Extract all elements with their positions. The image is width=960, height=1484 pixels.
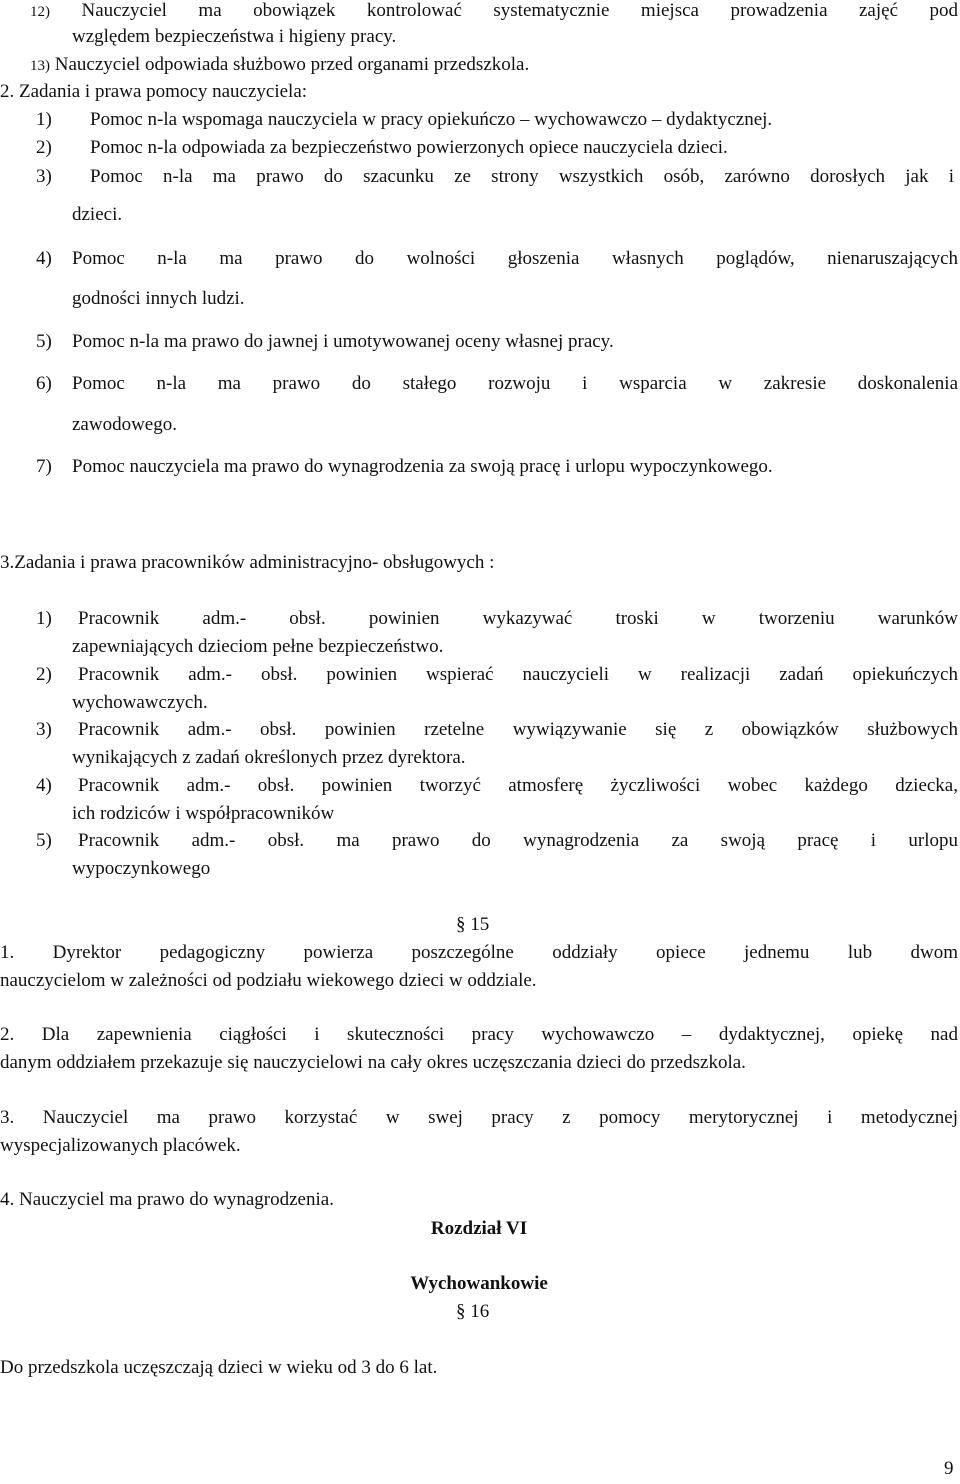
par15-p3-line-1: 3. Nauczyciel ma prawo korzystać w swej pracy z pomocy merytorycznej i metodycznej — [0, 1107, 958, 1128]
s3-item-3-line-2: wynikających z zadań określonych przez dyrektora. — [72, 747, 466, 768]
s3-item-1-line-2: zapewniających dzieciom pełne bezpieczeństwo. — [72, 636, 444, 657]
s3-item-1-line-1: 1) Pracownik adm.- obsł. powinien wykazywać troski w tworzeniu warunków — [36, 608, 958, 629]
chapter-subtitle: Wychowankowie — [410, 1273, 548, 1294]
s2-item-3-line-2: dzieci. — [72, 204, 123, 225]
s3-item-4-line-1: 4) Pracownik adm.- obsł. powinien tworzyć atmosferę życzliwości wobec każdego dziecka, — [36, 775, 958, 796]
item-12-line-2: względem bezpieczeństwa i higieny pracy. — [72, 26, 397, 47]
s3-item-5-line-1: 5) Pracownik adm.- obsł. ma prawo do wynagrodzenia za swoją pracę i urlopu — [36, 830, 958, 851]
chapter-text: Do przedszkola uczęszczają dzieci w wieku od 3 do 6 lat. — [0, 1357, 438, 1378]
paragraph-15-heading: § 15 — [456, 914, 490, 935]
s3-item-5-line-2: wypoczynkowego — [72, 858, 211, 879]
s2-item-1: 1) Pomoc n-la wspomaga nauczyciela w pracy opiekuńczo – wychowawczo – dydaktycznej. — [36, 109, 773, 130]
par15-p2-line-2: danym oddziałem przekazuje się nauczycielowi na cały okres uczęszczania dzieci do przedszkola. — [0, 1052, 746, 1073]
s2-item-2: 2) Pomoc n-la odpowiada za bezpieczeństwo powierzonych opiece nauczyciela dzieci. — [36, 137, 728, 158]
page-number: 9 — [944, 1458, 954, 1479]
par15-p4: 4. Nauczyciel ma prawo do wynagrodzenia. — [0, 1189, 334, 1210]
par15-p2-line-1: 2. Dla zapewnienia ciągłości i skuteczności pracy wychowawczo – dydaktycznej, opiekę nad — [0, 1024, 958, 1045]
s3-item-4-line-2: ich rodziców i współpracowników — [72, 803, 335, 824]
par15-p1-line-1: 1. Dyrektor pedagogiczny powierza poszczególne oddziały opiece jednemu lub dwom — [0, 942, 958, 963]
s2-item-5: 5) Pomoc n-la ma prawo do jawnej i umotywowanej oceny własnej pracy. — [36, 331, 614, 352]
item-12-line-1: 12) Nauczyciel ma obowiązek kontrolować systematycznie miejsca prowadzenia zajęć pod — [30, 0, 958, 21]
section-3-heading: 3.Zadania i prawa pracowników administracyjno- obsługowych : — [0, 552, 495, 573]
par15-p1-line-2: nauczycielom w zależności od podziału wiekowego dzieci w oddziale. — [0, 970, 537, 991]
par15-p3-line-2: wyspecjalizowanych placówek. — [0, 1135, 241, 1156]
s2-item-4-line-1: 4) Pomoc n-la ma prawo do wolności głoszenia własnych poglądów, nienaruszających — [36, 248, 958, 269]
s2-item-4-line-2: godności innych ludzi. — [72, 288, 245, 309]
paragraph-16-heading: § 16 — [456, 1301, 490, 1322]
s2-item-6-line-2: zawodowego. — [72, 414, 177, 435]
s2-item-6-line-1: 6) Pomoc n-la ma prawo do stałego rozwoju i wsparcia w zakresie doskonalenia — [36, 373, 958, 394]
s2-item-3-line-1: 3) Pomoc n-la ma prawo do szacunku ze strony wszystkich osób, zarówno dorosłych jak i — [36, 166, 954, 187]
s2-item-7: 7) Pomoc nauczyciela ma prawo do wynagrodzenia za swoją pracę i urlopu wypoczynkowego. — [36, 456, 773, 477]
item-13: 13) Nauczyciel odpowiada służbowo przed organami przedszkola. — [30, 54, 530, 75]
section-2-heading: 2. Zadania i prawa pomocy nauczyciela: — [0, 81, 308, 102]
s3-item-2-line-1: 2) Pracownik adm.- obsł. powinien wspierać nauczycieli w realizacji zadań opiekuńczych — [36, 664, 958, 685]
s3-item-3-line-1: 3) Pracownik adm.- obsł. powinien rzetelne wywiązywanie się z obowiązków służbowych — [36, 719, 958, 740]
s3-item-2-line-2: wychowawczych. — [72, 692, 208, 713]
chapter-title: Rozdział VI — [430, 1218, 528, 1239]
